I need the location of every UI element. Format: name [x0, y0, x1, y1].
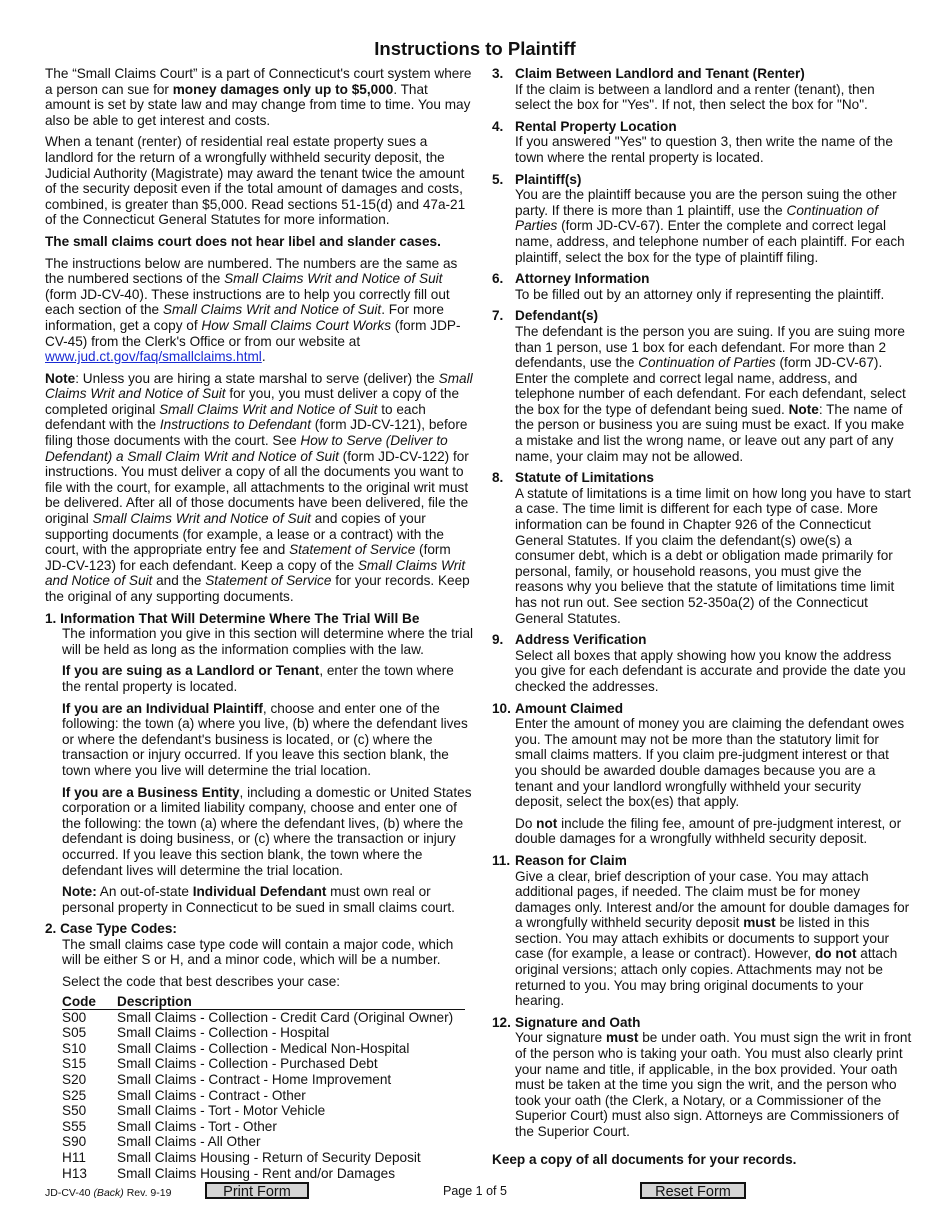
case-description: Small Claims - Contract - Other [117, 1087, 306, 1103]
table-row [62, 1166, 465, 1182]
table-row [62, 1119, 465, 1135]
security-deposit-paragraph: When a tenant (renter) of residential real estate property sues a landlord for the return of a wrongfully withheld security deposit, the Judicial Authority (Magistrate) may award the tenant twice the amount of the security deposit even if the total amount of damages and costs, combined, is greater than $5,000. Read sections 51-15(d) and 47a-21 of the Connecticut General Statutes for more information. [45, 134, 466, 228]
form-id: JD-CV-40 (Back) Rev. 9-19 [45, 1187, 172, 1199]
libel-notice: The small claims court does not hear libel and slander cases. [45, 233, 441, 249]
case-code: S55 [62, 1118, 87, 1134]
reset-form-button[interactable]: Reset Form [640, 1182, 746, 1199]
website-link[interactable]: www.jud.ct.gov/faq/smallclaims.html [45, 349, 262, 365]
case-code: S90 [62, 1134, 87, 1150]
section-2 [45, 921, 475, 1181]
section-6: 6. Attorney Information To be filled out by an attorney only if representing the plaintiff. [492, 271, 912, 302]
case-description: Small Claims - Collection - Credit Card (Original Owner) [117, 1009, 454, 1025]
case-code: S15 [62, 1056, 87, 1072]
section-10: 10. Amount Claimed Enter the amount of money you are claiming the defendant owes you. The amount may not be more than the statutory limit for small claims matters. If you claim pre-judgment interest or that you should be awarded double damages because you are a tenant and your landlord wrongfully withheld your security deposit, select the box(es) that apply. Do not include the filing fee, amount of pre-judgment interest, or double damages for a wrongfully withheld security deposit. [492, 701, 912, 847]
right-column [492, 66, 912, 1173]
table-header-row [62, 994, 465, 1010]
table-row [62, 1103, 465, 1119]
table-row [62, 1025, 465, 1041]
case-description: Small Claims - Collection - Hospital [117, 1025, 330, 1041]
case-description: Small Claims - Collection - Purchased Debt [117, 1056, 378, 1072]
case-description: Small Claims Housing - Return of Security Deposit [117, 1150, 421, 1165]
numbered-instructions-paragraph: The instructions below are numbered. The numbers are the same as the numbered sections of the Small Claims Writ and Notice of Suit (form JD-CV-40). These instructions are to help you correctly fill out each section of the Small Claims Writ and Notice of Suit. For more information, get a copy of How Small Claims Court Works (form JDP-CV-45) from the Clerk's Office or from our website at www.jud.ct.gov/faq/smallclaims.html. [45, 255, 461, 365]
case-description: Small Claims Housing - Rent and/or Damages [117, 1165, 396, 1181]
case-type-codes-table [62, 994, 465, 1182]
section-2-heading: 2. Case Type Codes: [45, 921, 177, 937]
page-number: Page 1 of 5 [443, 1184, 507, 1198]
section-8: 8. Statute of Limitations A statute of limitations is a time limit on how long you have to start a case. The time limit is different for each type of case. More information can be found in Chapter 926 of the Connecticut General Statutes. If you claim the defendant(s) owe(s) a consumer debt, which is a debt or obligation made primarily for personal, family, or household reasons, you must give the reasons why you believe that the statute of limitations time limit has not run out. See section 52-350a(2) of the Connecticut General Statutes. [492, 470, 911, 626]
table-row [62, 1009, 465, 1025]
section-6-heading: 6. Attorney Information [492, 271, 650, 287]
case-code: S50 [62, 1103, 87, 1119]
table-row [62, 1088, 465, 1104]
section-5-heading: 5. Plaintiff(s) [492, 171, 582, 187]
table-row [62, 1056, 465, 1072]
section-5: 5. Plaintiff(s) You are the plaintiff because you are the person suing the other party. If there is more than 1 plaintiff, use the Continuation of Parties (form JD-CV-67). Enter the complete and correct legal name, address, and telephone number of each plaintiff. For each plaintiff, select the box for the type of plaintiff filing. [492, 172, 912, 266]
section-9: 9. Address Verification Select all boxes that apply showing how you know the address you give for each defendant is accurate and provide the date you checked the addresses. [492, 632, 912, 694]
case-description: Small Claims - Collection - Medical Non-Hospital [117, 1040, 410, 1056]
section-3: 3. Claim Between Landlord and Tenant (Renter) If the claim is between a landlord and a renter (tenant), then select the box for "Yes". If not, then select the box for "No". [492, 66, 912, 113]
case-code: H11 [62, 1150, 86, 1165]
print-form-button[interactable]: Print Form [205, 1182, 309, 1199]
section-4: 4. Rental Property Location If you answered "Yes" to question 3, then write the name of the town where the rental property is located. [492, 119, 912, 166]
case-description: Small Claims - Tort - Motor Vehicle [117, 1103, 326, 1119]
section-1-heading: 1. Information That Will Determine Where The Trial Will Be [45, 610, 420, 626]
intro-paragraph: The “Small Claims Court” is a part of Connecticut's court system where a person can sue for money damages only up to $5,000. That amount is set by state law and may change from time to time. You may also be able to get interest and costs. [45, 66, 472, 128]
section-11: 11. Reason for Claim Give a clear, brief description of your case. You may attach additional pages, if needed. The claim must be for money damages only. Interest and/or the amount for double damages for a wrongfully withheld security deposit must be listed in this section. You may attach exhibits or documents to support your case (for example, a lease or contract). However, do not attach original versions; attach only copies. Attachments may not be returned to you. You may bring original documents to your hearing. [492, 853, 912, 1009]
case-code: S25 [62, 1087, 87, 1103]
section-7-heading: 7. Defendant(s) [492, 308, 599, 324]
left-column [45, 66, 475, 1181]
service-note-paragraph: Note: Unless you are hiring a state marshal to serve (deliver) the Small Claims Writ and Notice of Suit for you, you must deliver a copy of the completed original Small Claims Writ and Notice of Suit to each defendant with the Instructions to Defendant (form JD-CV-121), before filing those documents with the court. See How to Serve (Deliver to Defendant) a Small Claim Writ and Notice of Suit (form JD-CV-122) for instructions. You must deliver a copy of all the documents you want to file with the court, for example, all attachments to the original writ must be delivered. After all of those documents have been delivered, file the original Small Claims Writ and Notice of Suit and copies of your supporting documents (for example, a lease or a contract) with the court, with the appropriate entry fee and Statement of Service (form JD-CV-123) for each defendant. Keep a copy of the Small Claims Writ and Notice of Suit and the Statement of Service for your records. Keep the original of any supporting documents. [45, 370, 473, 604]
section-1 [45, 611, 475, 916]
description-column-header: Description [117, 994, 465, 1010]
case-code: S00 [62, 1009, 87, 1025]
case-description: Small Claims - All Other [117, 1134, 261, 1150]
page-footer [0, 1182, 950, 1202]
section-8-heading: 8. Statute of Limitations [492, 470, 654, 486]
table-row [62, 1150, 465, 1166]
keep-copy-notice: Keep a copy of all documents for your records. [492, 1151, 797, 1167]
section-1-body: The information you give in this section will determine where the trial will be held as long as the information complies with the law. If you are suing as a Landlord or Tenant, enter the town where the rental property is located. If you are an Individual Plaintiff, choose and enter one of the following: the town (a) where you live, (b) where the defendant lives or where the defendant's business is located, or (c) where the transaction or injury occurred. If you leave this section blank, the town where you live will determine the trial location. If you are a Business Entity, including a domestic or United States corporation or a limited liability company, choose and enter one of the following: the town (a) where the defendant lives, (b) where the defendant is doing business, or (c) where the transaction or injury occurred. If you leave this section blank, the town where the defendant lives will determine the trial location. Note: An out-of-state Individual Defendant must own real or personal property in Connecticut to be sued in small claims court. [62, 626, 474, 915]
case-description: Small Claims - Contract - Home Improvement [117, 1072, 392, 1088]
table-row [62, 1041, 465, 1057]
section-2-body: The small claims case type code will contain a major code, which will be either S or H, and a minor code, which will be a number. Select the code that best describes your case: [62, 936, 454, 990]
code-column-header: Code [62, 994, 117, 1010]
section-7: 7. Defendant(s) The defendant is the person you are suing. If you are suing more than 1 person, use 1 box for each defendant. For more than 2 defendants, use the Continuation of Parties (form JD-CV-67). Enter the complete and correct legal name, address, and telephone number of each defendant. For each defendant, select the box for the type of defendant being sued. Note: The name of the person or business you are suing must be exact. If you make a mistake and list the wrong name, or leave out any part of any name, your claim may not be allowed. [492, 308, 912, 464]
case-code: S10 [62, 1040, 87, 1056]
section-3-heading: 3. Claim Between Landlord and Tenant (Renter) [492, 66, 805, 81]
table-row [62, 1072, 465, 1088]
case-description: Small Claims - Tort - Other [117, 1118, 277, 1134]
section-12-heading: 12. Signature and Oath [492, 1014, 641, 1030]
section-11-heading: 11. Reason for Claim [492, 852, 627, 868]
section-4-heading: 4. Rental Property Location [492, 118, 677, 134]
section-9-heading: 9. Address Verification [492, 632, 647, 648]
section-10-heading: 10. Amount Claimed [492, 700, 623, 716]
table-row [62, 1134, 465, 1150]
case-codes-list [62, 1009, 465, 1181]
case-code: S05 [62, 1025, 87, 1041]
page-title: Instructions to Plaintiff [374, 38, 576, 59]
case-code: H13 [62, 1165, 87, 1181]
section-12: 12. Signature and Oath Your signature must be under oath. You must sign the writ in front of the person who is taking your oath. You must also clearly print your name and title, if applicable, in the box provided. Your oath must be taken at the time you sign the writ, and the person who took your oath (the Clerk, a Notary, or a Commissioner of the Superior Court) must also sign. Attorneys are Commissioners of the Superior Court. [492, 1014, 912, 1139]
case-code: S20 [62, 1072, 87, 1088]
